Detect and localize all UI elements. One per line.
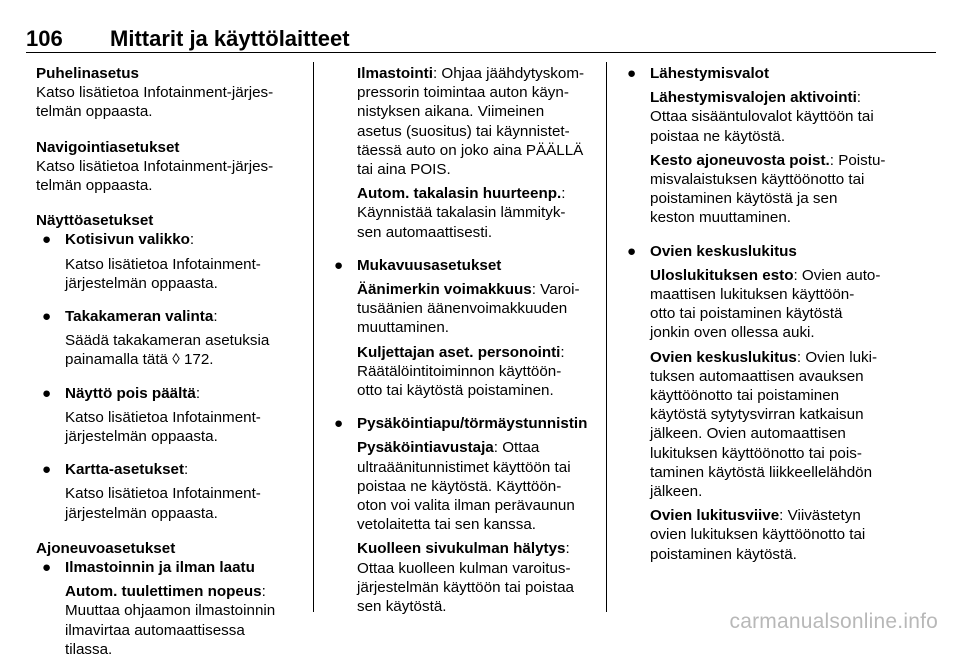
item-text-line: poistaminen käytöstä ja sen (650, 190, 838, 208)
phone-text-line: telmän oppaasta. (36, 103, 153, 121)
item-text-line: Katso lisätietoa Infotainment- (65, 255, 261, 273)
item-label: Ilmastoinnin ja ilman laatu (65, 559, 255, 577)
item-text-line: poistaa ne käytöstä. (650, 127, 786, 145)
item-label: Takakameran valinta (65, 308, 214, 326)
item-label: Mukavuusasetukset (357, 256, 502, 274)
section-heading-navigation: Navigointiasetukset (36, 138, 180, 156)
item-text-line: Muuttaa ohjaamon ilmastoinnin (65, 602, 276, 620)
section-heading-vehicle: Ajoneuvoasetukset (36, 539, 176, 557)
item-text-line: keston muuttaminen. (650, 209, 791, 227)
item-text-line: Käynnistää takalasin lämmityk- (357, 204, 566, 222)
item-text-line: oton voi valita ilman perävaunun (357, 497, 575, 515)
item-text-line: täessä auto on joko aina PÄÄLLÄ (357, 141, 584, 159)
page-number: 106 (26, 26, 63, 51)
column-2: Ilmastointi: Ohjaa jäähdytyskom- pressorin toimintaa auton käyn- nistyksen aikana. Viimeinen asetus (suositus) tai käynnistet- täessä auto on joko aina PÄÄLLÄ tai aina POIS. Autom. takalasin huurteenp.: Käynnistää takalasin lämmityk- sen automaattisesti. ● Mukavuusasetukset Äänimerkin voimakkuus: Varoi- tusäänien äänenvoimakkuuden muuttaminen. Kuljettajan aset. personointi: Räätälöintitoiminnon käyttöön- otto tai käytöstä poistaminen. ● Pysäköintiapu/törmäystunnistin Pysäköintiavustaja: Ottaa ultraäänitunnistimet käyttöön tai poistaa ne käytöstä. Käyttöön- oton voi valita ilman perävaunun vetolaitetta tai sen kanssa. Kuolleen sivukulman hälytys: Ottaa kuolleen kulman varoitus- järjestelmän käyttöön tai poistaa sen käytöstä. (328, 64, 594, 616)
bullet-icon: ● (334, 256, 344, 274)
item-label: Ovien keskuslukitus (650, 242, 797, 260)
item-text-line: järjestelmän oppaasta. (65, 274, 218, 292)
sub-item-label: Kesto ajoneuvosta poist. (650, 151, 830, 169)
item-text-line: muuttaminen. (357, 319, 450, 337)
item-text-line: pressorin toimintaa auton käyn- (357, 84, 569, 102)
item-text-line: järjestelmän oppaasta. (65, 504, 218, 522)
item-text-line: järjestelmän käyttöön tai poistaa (357, 578, 574, 596)
item-text-line: Katso lisätietoa Infotainment- (65, 408, 261, 426)
item-text-line: Ottaa kuolleen kulman varoitus- (357, 559, 571, 577)
bullet-icon: ● (42, 384, 52, 402)
bullet-icon: ● (42, 461, 52, 479)
page-title: Mittarit ja käyttölaitteet (110, 26, 350, 51)
bullet-icon: ● (334, 415, 344, 433)
bullet-icon: ● (627, 242, 637, 260)
item-text-line: asetus (suositus) tai käynnistet- (357, 122, 570, 140)
section-heading-phone: Puhelinasetus (36, 65, 139, 82)
item-text-line: ilmavirtaa automaattisessa (65, 621, 245, 639)
item-text-line: järjestelmän oppaasta. (65, 428, 218, 446)
sub-item-label: Kuolleen sivukulman hälytys (357, 540, 566, 558)
section-heading-display: Näyttöasetukset (36, 212, 154, 230)
item-label: Näyttö pois päältä (65, 384, 196, 402)
sub-item-label: Lähestymisvalojen aktivointi (650, 89, 857, 107)
list-item-parking: ● Pysäköintiapu/törmäystunnistin Pysäköintiavustaja: Ottaa ultraäänitunnistimet käyttöön tai poistaa ne käytöstä. Käyttöön- oton voi valita ilman perävaunun vetolaitetta tai sen kanssa. Kuolleen sivukulman hälytys: Ottaa kuolleen kulman varoitus- järjestelmän käyttöön tai poistaa sen käytöstä. (328, 414, 594, 616)
item-text-line: käyttöönotto tai poistaminen (650, 387, 840, 405)
item-text-line: otto tai käytöstä poistaminen. (357, 382, 554, 400)
item-text-line: jälkeen. (650, 483, 703, 501)
list-item-home-menu: ● Kotisivun valikko: Katso lisätietoa Infotainment- järjestelmän oppaasta. (36, 230, 298, 293)
item-text-line: poistaa ne käytöstä. Käyttöön- (357, 477, 562, 495)
item-label: Pysäköintiapu/törmäystunnistin (357, 415, 588, 433)
item-text-line: maattisen lukituksen käyttöön- (650, 286, 855, 304)
item-text-line: poistaminen käytöstä. (650, 545, 797, 563)
list-item-central-locking: ● Ovien keskuslukitus Uloslukituksen esto: Ovien auto- maattisen lukituksen käyttöön- otto tai poistaminen käytöstä jonkin oven ollessa auki. Ovien keskuslukitus: Ovien luki- tuksen automaattisen avauksen käyttöönotto tai poistaminen käytöstä sytytysvirran katkaisun jälkeen. Ovien automaattisen lukituksen käyttöönotto tai pois- taminen käytöstä liikkeellelähdön jälkeen. Ovien lukitusviive: Viivästetyn ovien lukituksen käyttöönotto tai poistaminen käytöstä. (621, 242, 889, 564)
column-divider (606, 62, 607, 612)
item-text-line: tilassa. (65, 640, 113, 658)
sub-item-label: Äänimerkin voimakkuus (357, 281, 532, 299)
list-item-map-settings: ● Kartta-asetukset: Katso lisätietoa Infotainment- järjestelmän oppaasta. (36, 460, 298, 523)
sub-item-label: Pysäköintiavustaja (357, 439, 494, 457)
page-header (26, 26, 936, 52)
watermark: carmanualsonline.info (729, 610, 938, 633)
item-text-line: vetolaitetta tai sen kanssa. (357, 516, 536, 534)
item-text-line: tusäänien äänenvoimakkuuden (357, 300, 568, 318)
item-text-line: taminen käytöstä liikkeellelähdön (650, 463, 873, 481)
list-item-display-off: ● Näyttö pois päältä: Katso lisätietoa Infotainment- järjestelmän oppaasta. (36, 384, 298, 447)
item-text-line: Ottaa sisääntulovalot käyttöön tai (650, 108, 874, 126)
sub-item-label: Autom. takalasin huurteenp. (357, 185, 562, 203)
item-text-line: tuksen automaattisen avauksen (650, 367, 864, 385)
sub-item-label: Autom. tuulettimen nopeus (65, 583, 262, 601)
item-text-line: misvalaistuksen käyttöönotto tai (650, 171, 865, 189)
item-text-line: käytöstä sytytysvirran katkaisun (650, 406, 864, 424)
list-item-rear-camera: ● Takakameran valinta: Säädä takakameran asetuksia painamalla tätä ◊ 172. (36, 307, 298, 370)
bullet-icon: ● (42, 231, 52, 249)
nav-text-line: Katso lisätietoa Infotainment-järjes- (36, 157, 274, 175)
header-rule (26, 52, 936, 53)
item-text-line: ultraäänitunnistimet käyttöön tai (357, 458, 571, 476)
column-3 (621, 64, 889, 564)
item-text-line: Räätälöintitoiminnon käyttöön- (357, 362, 562, 380)
column-divider (313, 62, 314, 612)
item-text-line: lukituksen käyttöönotto tai pois- (650, 444, 862, 462)
sub-item-label: Uloslukituksen esto (650, 266, 794, 284)
item-label: Kartta-asetukset (65, 461, 185, 479)
column-1 (36, 64, 298, 659)
nav-text-line: telmän oppaasta. (36, 177, 153, 195)
bullet-icon: ● (42, 559, 52, 577)
item-text-line: Säädä takakameran asetuksia (65, 332, 270, 350)
item-label: Lähestymisvalot (650, 65, 770, 82)
item-text-line: sen automaattisesti. (357, 223, 493, 241)
bullet-icon: ● (627, 65, 637, 82)
sub-item-label: Ovien lukitusviive (650, 507, 780, 525)
sub-item-label: Kuljettajan aset. personointi (357, 343, 561, 361)
item-text-line: ovien lukituksen käyttöönotto tai (650, 526, 866, 544)
item-text-line: painamalla tätä ◊ 172. (65, 351, 214, 369)
phone-text-line: Katso lisätietoa Infotainment-järjes- (36, 84, 274, 102)
list-item-approach-lights: ● Lähestymisvalot Lähestymisvalojen aktivointi: Ottaa sisääntulovalot käyttöön tai poistaa ne käytöstä. Kesto ajoneuvosta poist.: Poistu- misvalaistuksen käyttöönotto tai poistaminen käytöstä ja sen keston muuttaminen. (621, 64, 889, 228)
item-label: Kotisivun valikko (65, 231, 190, 249)
sub-item-label: Ovien keskuslukitus (650, 348, 797, 366)
item-text-line: jonkin oven ollessa auki. (650, 324, 815, 342)
item-text-line: nistyksen aikana. Viimeinen (357, 103, 545, 121)
list-item-climate: ● Ilmastoinnin ja ilman laatu Autom. tuulettimen nopeus: Muuttaa ohjaamon ilmastoinnin ilmavirtaa automaattisessa tilassa. (36, 558, 298, 659)
item-text-line: Katso lisätietoa Infotainment- (65, 485, 261, 503)
list-item-comfort: ● Mukavuusasetukset Äänimerkin voimakkuus: Varoi- tusäänien äänenvoimakkuuden muuttaminen. Kuljettajan aset. personointi: Räätälöintitoiminnon käyttöön- otto tai käytöstä poistaminen. (328, 256, 594, 400)
bullet-icon: ● (42, 308, 52, 326)
item-text-line: jälkeen. Ovien automaattisen (650, 425, 846, 443)
item-text-line: otto tai poistaminen käytöstä (650, 305, 843, 323)
sub-item-label: Ilmastointi (357, 65, 433, 82)
item-text-line: sen käytöstä. (357, 598, 447, 616)
item-text-line: tai aina POIS. (357, 161, 451, 179)
